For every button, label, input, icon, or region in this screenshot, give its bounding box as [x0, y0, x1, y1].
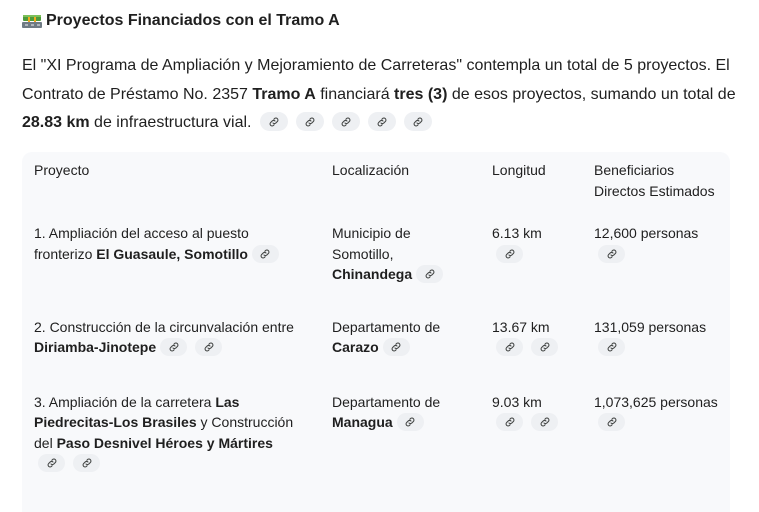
link-icon — [259, 248, 271, 260]
source-link-chip[interactable] — [416, 265, 443, 283]
source-link-chip[interactable] — [531, 338, 558, 356]
projects-table — [22, 152, 730, 474]
cell-project: 3. Ampliación de la carretera Las Piedrecitas-Los Brasiles y Construcción del Paso Desnivel Héroes y Mártires — [22, 392, 320, 474]
table-row — [22, 392, 730, 474]
source-link-chip[interactable] — [160, 338, 187, 356]
intro-text: financiará — [315, 85, 395, 103]
link-icon — [268, 116, 280, 128]
intro-bold-count: tres (3) — [394, 85, 448, 103]
link-icon — [606, 341, 618, 353]
link-icon — [203, 341, 215, 353]
source-link-chip[interactable] — [38, 454, 65, 472]
cell-length: 6.13 km — [480, 223, 582, 317]
source-link-chip[interactable] — [195, 338, 222, 356]
cell-project: 2. Construcción de la circunvalación entre Diriamba-Jinotepe — [34, 318, 294, 355]
link-icon — [81, 457, 93, 469]
intro-bold-tramo: Tramo A — [252, 85, 316, 103]
intro-text: El "XI Programa de Ampliación y Mejoramiento de Carreteras" contempla un total de 5 proyectos. El Contrato de Préstamo No. 2357 — [22, 57, 730, 103]
link-icon — [46, 457, 58, 469]
link-icon — [304, 116, 316, 128]
link-icon — [168, 341, 180, 353]
link-icon — [340, 116, 352, 128]
link-icon — [376, 116, 388, 128]
link-icon — [390, 341, 402, 353]
source-link-chip[interactable] — [260, 112, 288, 131]
link-icon — [539, 416, 551, 428]
link-icon — [539, 341, 551, 353]
source-link-chip[interactable] — [496, 245, 523, 263]
source-link-chip[interactable] — [296, 112, 324, 131]
header-proyecto: Proyecto — [34, 162, 90, 178]
cell-project: 1. Ampliación del acceso al puesto fronterizo El Guasaule, Somotillo — [22, 223, 320, 317]
source-link-chip[interactable] — [383, 338, 410, 356]
intro-bold-km: 28.83 km — [22, 114, 90, 131]
cell-location: Departamento de Managua — [332, 393, 441, 430]
source-link-chip[interactable] — [252, 245, 279, 263]
source-link-chip[interactable] — [598, 413, 625, 431]
cell-beneficiaries: 12,600 personas — [582, 223, 730, 317]
construction-road-emoji-icon — [22, 13, 42, 29]
link-icon — [504, 416, 516, 428]
source-link-chip[interactable] — [496, 338, 523, 356]
link-icon — [424, 268, 436, 280]
source-link-chip[interactable] — [332, 112, 360, 131]
link-icon — [606, 416, 618, 428]
page-title: Proyectos Financiados con el Tramo A — [46, 12, 340, 29]
source-link-chip[interactable] — [598, 245, 625, 263]
link-icon — [606, 248, 618, 260]
source-link-chip[interactable] — [397, 413, 424, 431]
projects-table-card — [22, 152, 730, 512]
source-link-chip[interactable] — [404, 112, 432, 131]
cell-length: 9.03 km — [480, 392, 582, 474]
cell-location: Departamento de Carazo — [332, 318, 441, 355]
intro-paragraph — [22, 52, 737, 138]
intro-text: de esos proyectos, sumando un total de — [447, 85, 736, 103]
link-icon — [504, 341, 516, 353]
link-icon — [412, 116, 424, 128]
source-link-chip[interactable] — [73, 454, 100, 472]
table-header-row — [22, 152, 730, 223]
section-heading — [22, 12, 340, 30]
cell-beneficiaries: 131,059 personas — [582, 317, 730, 392]
link-icon — [404, 416, 416, 428]
header-longitud: Longitud — [492, 162, 546, 178]
link-icon — [504, 248, 516, 260]
table-row — [22, 223, 730, 317]
header-beneficiarios: Beneficiarios Directos Estimados — [594, 162, 715, 199]
cell-location: Municipio de Somotillo, Chinandega — [320, 223, 480, 317]
source-link-chip[interactable] — [598, 338, 625, 356]
source-link-chip[interactable] — [531, 413, 558, 431]
cell-beneficiaries: 1,073,625 personas — [582, 392, 730, 474]
header-localizacion: Localización — [332, 162, 410, 178]
table-row — [22, 317, 730, 392]
source-link-chip[interactable] — [368, 112, 396, 131]
intro-text: de infraestructura vial. — [89, 114, 252, 131]
cell-length: 13.67 km — [480, 317, 582, 392]
source-link-chip[interactable] — [496, 413, 523, 431]
